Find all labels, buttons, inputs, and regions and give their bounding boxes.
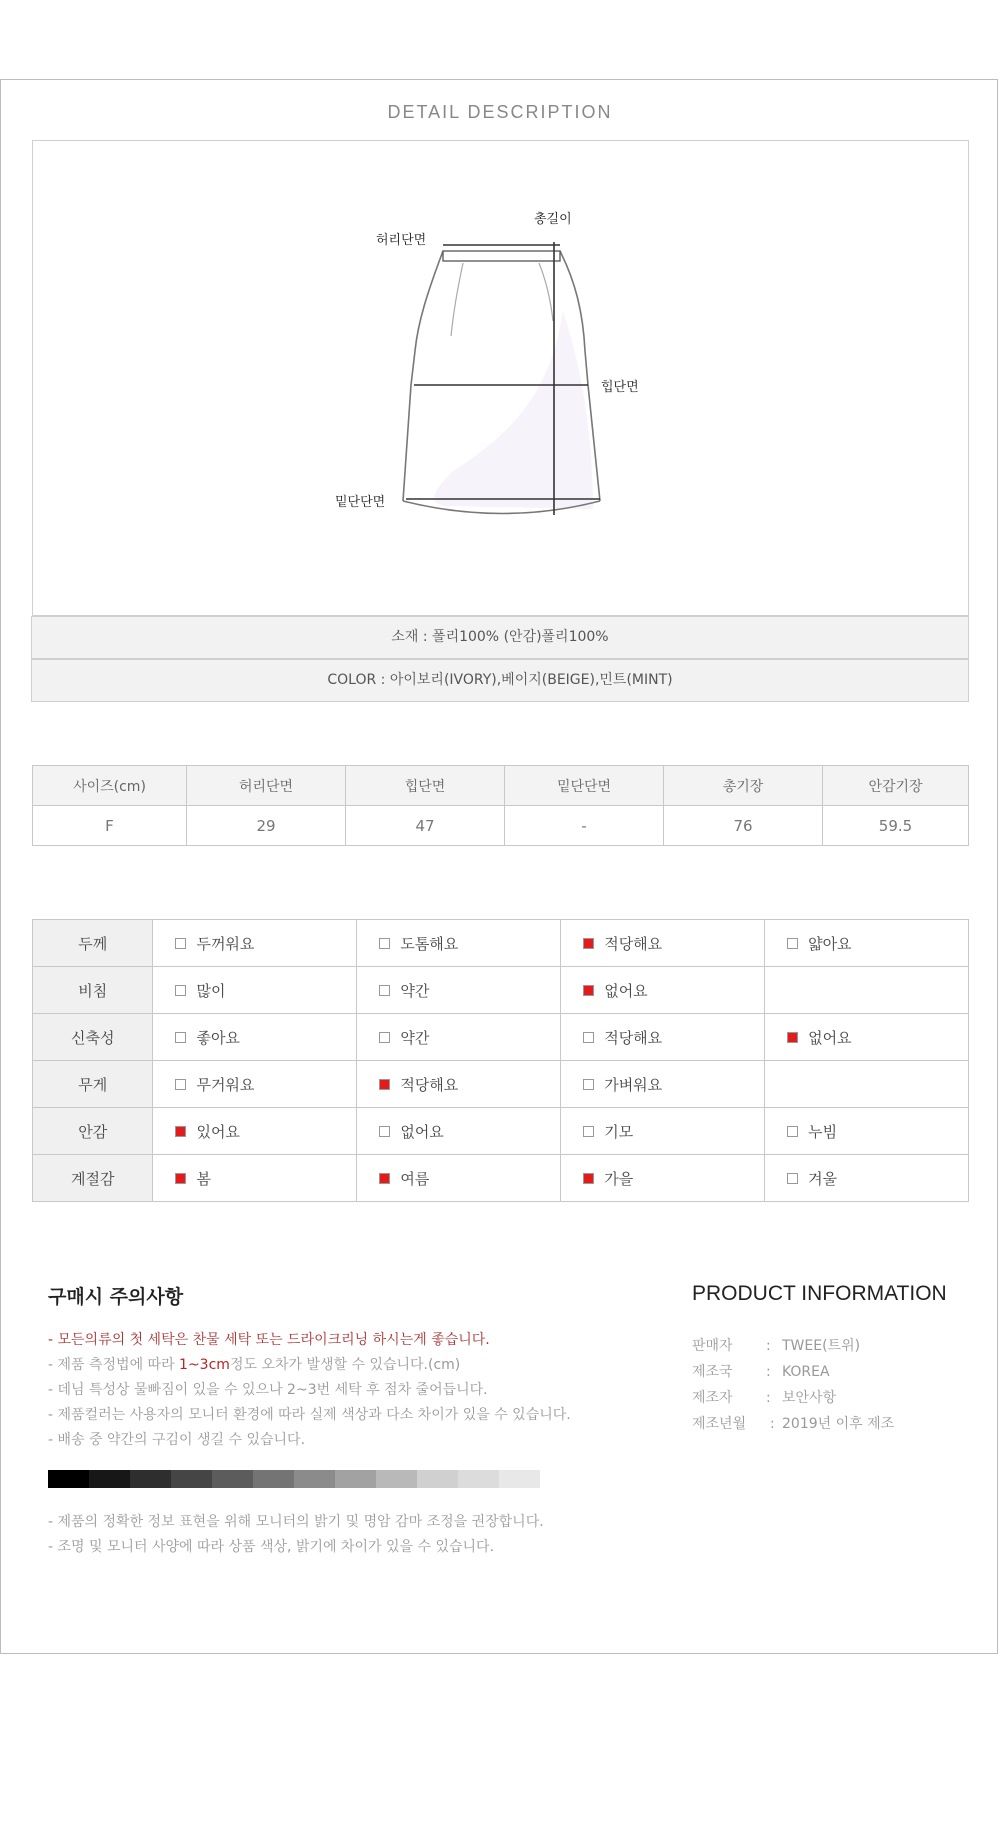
info-sep: :	[766, 1338, 771, 1354]
color-row: COLOR : 아이보리(IVORY),베이지(BEIGE),민트(MINT)	[31, 659, 969, 702]
notice-text: - 제품 측정법에 따라	[48, 1357, 180, 1373]
attribute-option-label: 봄	[196, 1169, 211, 1188]
checked-box-icon[interactable]	[175, 1173, 186, 1184]
table-row	[33, 1014, 969, 1061]
info-sep: :	[770, 1416, 775, 1432]
table-row	[33, 1155, 969, 1202]
label-waist: 허리단면	[376, 233, 427, 248]
checked-box-icon[interactable]	[379, 1173, 390, 1184]
unchecked-box-icon[interactable]	[583, 1032, 594, 1043]
unchecked-box-icon[interactable]	[787, 1173, 798, 1184]
size-col-header: 총기장	[664, 766, 823, 806]
skirt-diagram	[32, 140, 969, 616]
notice-line: - 데님 특성상 물빠짐이 있을 수 있으나 2~3번 세탁 후 점차 줄어듭니다.	[48, 1382, 488, 1398]
notice-text: 정도 오차가 발생할 수 있습니다.(cm)	[229, 1357, 461, 1373]
attribute-label: 안감	[33, 1108, 153, 1155]
size-cell: 29	[187, 806, 346, 846]
size-cell: 76	[664, 806, 823, 846]
notice-list	[48, 1328, 571, 1453]
attribute-option-label: 도톰해요	[400, 934, 459, 953]
table-row	[33, 1108, 969, 1155]
unchecked-box-icon[interactable]	[175, 1079, 186, 1090]
unchecked-box-icon[interactable]	[175, 1032, 186, 1043]
page-title: DETAIL DESCRIPTION	[387, 102, 613, 122]
gray-swatch	[294, 1470, 335, 1488]
gray-swatch	[130, 1470, 171, 1488]
notice-line: - 조명 및 모니터 사양에 따라 상품 색상, 밝기에 차이가 있을 수 있습니다.	[48, 1539, 495, 1555]
attribute-cell	[561, 967, 765, 1014]
size-table-header	[33, 766, 969, 806]
notice-line: - 제품컬러는 사용자의 모니터 환경에 따라 실제 색상과 다소 차이가 있을 수 있습니다.	[48, 1407, 571, 1423]
unchecked-box-icon[interactable]	[787, 938, 798, 949]
notice-line: - 제품의 정확한 정보 표현을 위해 모니터의 밝기 및 명암 감마 조정을 권장합니다.	[48, 1514, 544, 1530]
notice-line: - 모든의류의 첫 세탁은 찬물 세탁 또는 드라이크리닝 하시는게 좋습니다.	[48, 1332, 490, 1348]
attribute-cell	[153, 1014, 357, 1061]
attribute-option-label: 적당해요	[604, 934, 663, 953]
attribute-option-label: 겨울	[808, 1169, 838, 1188]
gray-swatch	[89, 1470, 130, 1488]
size-cell: F	[33, 806, 187, 846]
attribute-option-label: 누빔	[808, 1122, 838, 1141]
attribute-label: 신축성	[33, 1014, 153, 1061]
checked-box-icon[interactable]	[583, 938, 594, 949]
gray-swatch	[458, 1470, 499, 1488]
attribute-option-label: 없어요	[604, 981, 648, 1000]
size-col-header: 밑단단면	[505, 766, 664, 806]
size-cell: 59.5	[823, 806, 969, 846]
table-row	[33, 967, 969, 1014]
attribute-cell	[153, 920, 357, 967]
attribute-cell	[357, 967, 561, 1014]
attribute-cell	[765, 1155, 969, 1202]
label-hip: 힙단면	[601, 380, 639, 395]
attribute-cell	[561, 1061, 765, 1108]
gray-swatch	[48, 1470, 89, 1488]
info-key: 제조년월	[692, 1416, 747, 1432]
attribute-cell	[153, 967, 357, 1014]
gray-swatch	[499, 1470, 540, 1488]
attribute-cell	[765, 920, 969, 967]
checked-box-icon[interactable]	[175, 1126, 186, 1137]
attribute-cell	[357, 1061, 561, 1108]
attribute-option-label: 무거워요	[196, 1075, 255, 1094]
size-cell: -	[505, 806, 664, 846]
gray-swatch	[417, 1470, 458, 1488]
notice-line	[48, 1353, 571, 1378]
info-sep: :	[766, 1364, 771, 1380]
attribute-cell	[153, 1155, 357, 1202]
attribute-option-label: 약간	[400, 981, 430, 1000]
attribute-option-label: 적당해요	[604, 1028, 663, 1047]
attribute-option-label: 있어요	[196, 1122, 240, 1141]
monitor-notice-list	[48, 1510, 544, 1560]
size-col-header: 사이즈(cm)	[33, 766, 187, 806]
attribute-label: 두께	[33, 920, 153, 967]
info-value: TWEE(트위)	[782, 1338, 861, 1354]
unchecked-box-icon[interactable]	[175, 938, 186, 949]
product-info-list	[692, 1333, 894, 1437]
info-sep: :	[766, 1390, 771, 1406]
attribute-cell	[765, 1061, 969, 1108]
attribute-cell	[357, 1155, 561, 1202]
attribute-cell	[357, 1108, 561, 1155]
attribute-option-label: 두꺼워요	[196, 934, 255, 953]
size-table	[32, 765, 969, 846]
attribute-option-label: 적당해요	[400, 1075, 459, 1094]
attribute-option-label: 약간	[400, 1028, 430, 1047]
notice-highlight: 1~3cm	[179, 1357, 230, 1373]
attribute-cell	[561, 1014, 765, 1061]
checked-box-icon[interactable]	[379, 1079, 390, 1090]
info-value: 보안사항	[782, 1390, 837, 1406]
checked-box-icon[interactable]	[787, 1032, 798, 1043]
table-row	[33, 1061, 969, 1108]
info-value: KOREA	[782, 1364, 830, 1380]
notice-title: 구매시 주의사항	[48, 1286, 184, 1308]
notice-line: - 배송 중 약간의 구김이 생길 수 있습니다.	[48, 1432, 306, 1448]
attribute-option-label: 기모	[604, 1122, 634, 1141]
checked-box-icon[interactable]	[583, 1173, 594, 1184]
gray-swatch	[171, 1470, 212, 1488]
attribute-cell	[765, 967, 969, 1014]
attribute-option-label: 많이	[196, 981, 226, 1000]
attribute-option-label: 좋아요	[196, 1028, 240, 1047]
attribute-cell	[357, 920, 561, 967]
table-row	[33, 806, 969, 846]
table-row	[33, 920, 969, 967]
attribute-cell	[561, 1108, 765, 1155]
product-info-item	[692, 1385, 894, 1411]
info-key: 제조자	[692, 1390, 733, 1406]
attribute-option-label: 얇아요	[808, 934, 852, 953]
attribute-cell	[153, 1108, 357, 1155]
attribute-cell	[765, 1108, 969, 1155]
attribute-table	[32, 919, 969, 1202]
unchecked-box-icon[interactable]	[583, 1126, 594, 1137]
unchecked-box-icon[interactable]	[379, 985, 390, 996]
checked-box-icon[interactable]	[583, 985, 594, 996]
unchecked-box-icon[interactable]	[583, 1079, 594, 1090]
attribute-cell	[561, 920, 765, 967]
attribute-cell	[561, 1155, 765, 1202]
info-value: 2019년 이후 제조	[782, 1416, 895, 1432]
product-info-item	[692, 1333, 894, 1359]
size-col-header: 안감기장	[823, 766, 969, 806]
attribute-cell	[153, 1061, 357, 1108]
product-info-item	[692, 1411, 894, 1437]
skirt-illustration	[33, 141, 970, 617]
unchecked-box-icon[interactable]	[787, 1126, 798, 1137]
attribute-label: 계절감	[33, 1155, 153, 1202]
attribute-option-label: 없어요	[400, 1122, 444, 1141]
material-row: 소재 : 폴리100% (안감)폴리100%	[31, 616, 969, 659]
attribute-cell	[357, 1014, 561, 1061]
product-info-item	[692, 1359, 894, 1385]
size-col-header: 힙단면	[346, 766, 505, 806]
unchecked-box-icon[interactable]	[379, 938, 390, 949]
size-cell: 47	[346, 806, 505, 846]
attribute-option-label: 가을	[604, 1169, 634, 1188]
gray-swatch	[253, 1470, 294, 1488]
size-col-header: 허리단면	[187, 766, 346, 806]
unchecked-box-icon[interactable]	[379, 1126, 390, 1137]
label-hem: 밑단단면	[335, 495, 386, 510]
product-info-title: PRODUCT INFORMATION	[692, 1282, 947, 1305]
attribute-cell	[765, 1014, 969, 1061]
unchecked-box-icon[interactable]	[379, 1032, 390, 1043]
gray-swatch	[212, 1470, 253, 1488]
attribute-option-label: 없어요	[808, 1028, 852, 1047]
attribute-label: 비침	[33, 967, 153, 1014]
gray-swatch	[376, 1470, 417, 1488]
attribute-label: 무게	[33, 1061, 153, 1108]
gray-scale-bar	[48, 1470, 540, 1488]
label-total-length: 총길이	[534, 212, 572, 227]
info-key: 제조국	[692, 1364, 733, 1380]
unchecked-box-icon[interactable]	[175, 985, 186, 996]
attribute-option-label: 여름	[400, 1169, 430, 1188]
gray-swatch	[335, 1470, 376, 1488]
attribute-option-label: 가벼워요	[604, 1075, 663, 1094]
info-key: 판매자	[692, 1338, 733, 1354]
